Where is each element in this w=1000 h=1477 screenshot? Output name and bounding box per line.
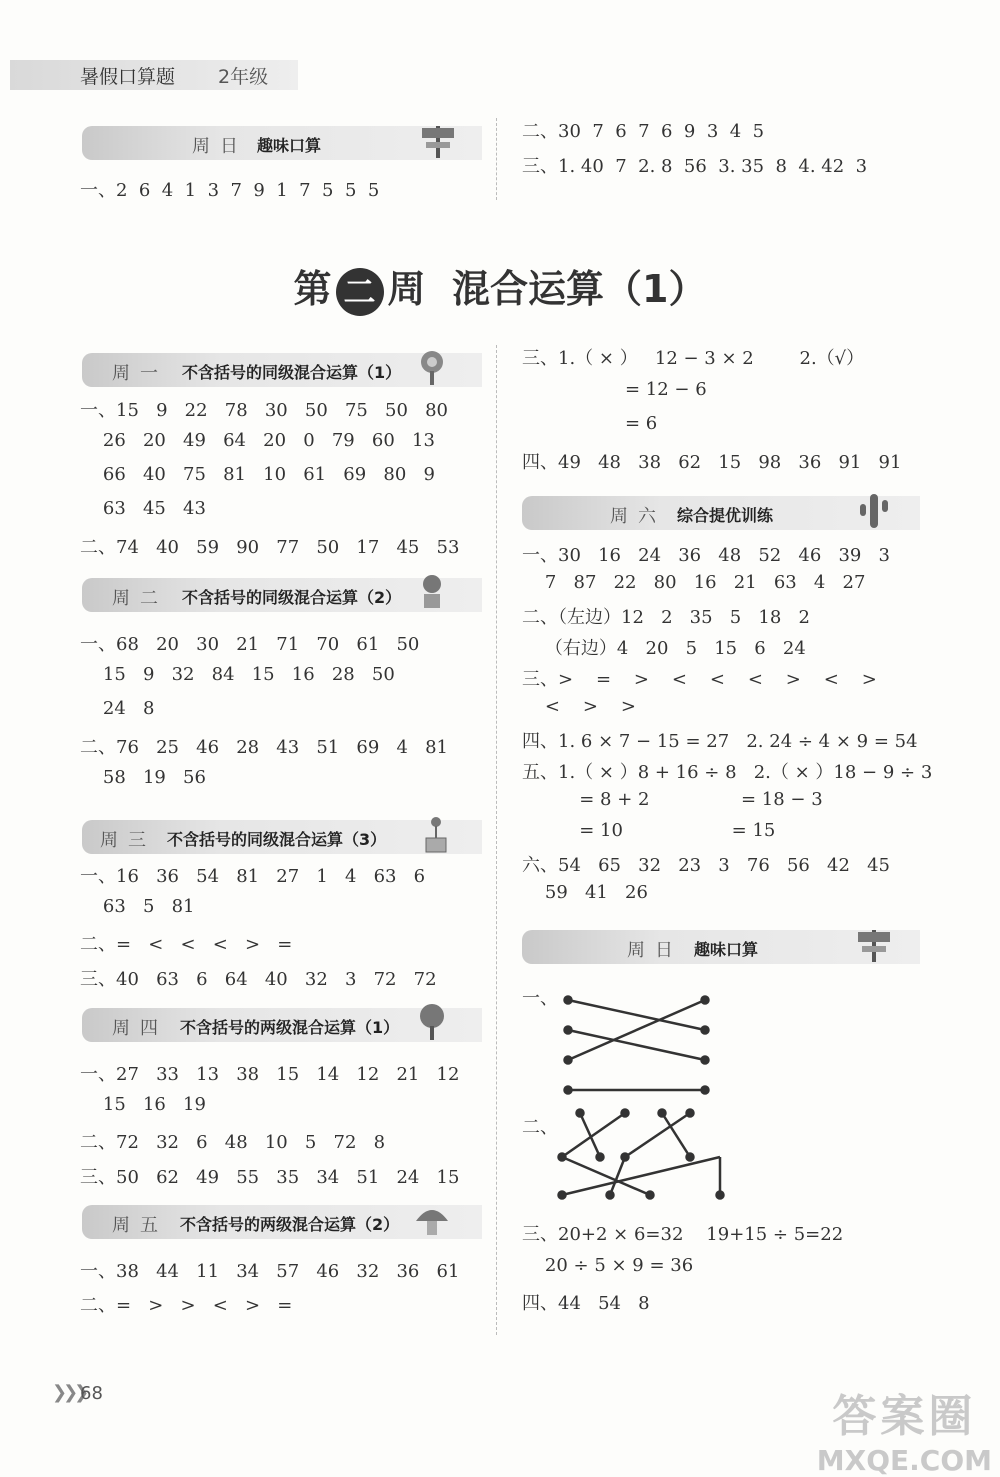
- answer-line: 三、1.（ × ） 12 − 3 × 2 2.（√）: [522, 348, 865, 369]
- answer-line: 三、1. 40 7 2. 8 56 3. 35 8 4. 42 3: [522, 156, 868, 177]
- section-header-friday: [82, 1205, 482, 1239]
- section-header-wednesday: [82, 820, 482, 854]
- matching-lines-diagram-1: [555, 990, 725, 1100]
- answer-line: 三、20+2 × 6=32 19+15 ÷ 5=22: [522, 1224, 844, 1245]
- week-title: [0, 258, 1000, 316]
- section-header-saturday: [522, 496, 920, 530]
- answer-line: 二、76 25 46 28 43 51 69 4 81: [80, 737, 449, 758]
- answer-line: 15 16 19: [80, 1094, 206, 1115]
- page-number: 68: [80, 1383, 103, 1404]
- section-day: 周日: [192, 136, 248, 157]
- item-label: 二、: [522, 1117, 558, 1138]
- answer-line: 58 19 56: [80, 767, 206, 788]
- item-label: 一、: [522, 988, 558, 1009]
- answer-line: 一、38 44 11 34 57 46 32 36 61: [80, 1261, 460, 1282]
- week-suffix: 周: [387, 267, 426, 311]
- answer-line: 63 45 43: [80, 498, 206, 519]
- answer-line: 20 ÷ 5 × 9 = 36: [522, 1255, 694, 1276]
- mushroom-icon: [412, 1199, 452, 1239]
- answer-line: 一、30 16 24 36 48 52 46 39 3: [522, 545, 891, 566]
- cactus-icon: [854, 490, 894, 530]
- answer-line: 四、49 48 38 62 15 98 36 91 91: [522, 452, 902, 473]
- week-topic: 混合运算（1）: [452, 267, 707, 311]
- answer-line: = 10 = 15: [522, 820, 776, 841]
- answer-line: 二、72 32 6 48 10 5 72 8: [80, 1132, 386, 1153]
- section-day: 周二: [112, 588, 168, 609]
- watermark-url: MXQE.COM: [816, 1444, 992, 1477]
- section-title: 综合提优训练: [677, 506, 774, 525]
- answer-line: 三、50 62 49 55 35 34 51 24 15: [80, 1167, 460, 1188]
- answer-line: 一、27 33 13 38 15 14 12 21 12: [80, 1064, 460, 1085]
- answer-line: 五、1.（ × ）8 + 16 ÷ 8 2.（ × ）18 − 9 ÷ 3: [522, 762, 933, 783]
- section-header-thursday: [82, 1008, 482, 1042]
- answer-line: 二、= < < < > =: [80, 934, 293, 955]
- answer-line: 7 87 22 80 16 21 63 4 27: [522, 572, 866, 593]
- plant-pot-icon: [416, 814, 456, 854]
- answer-line: 24 8: [80, 698, 155, 719]
- section-day: 周六: [610, 506, 666, 527]
- section-day: 周一: [112, 363, 168, 384]
- answer-line: = 6: [522, 413, 658, 434]
- section-title: 趣味口算: [257, 136, 322, 155]
- answer-line: 一、2 6 4 1 3 7 9 1 7 5 5 5: [80, 180, 380, 201]
- column-divider: [496, 345, 497, 1335]
- answer-line: 四、44 54 8: [522, 1293, 650, 1314]
- flower-icon: [412, 347, 452, 387]
- answer-line: 一、68 20 30 21 71 70 61 50: [80, 634, 420, 655]
- answer-line: 59 41 26: [522, 882, 648, 903]
- signpost-icon: [418, 120, 458, 160]
- signpost-icon: [854, 924, 894, 964]
- answer-line: 三、> = > < < < > < >: [522, 669, 877, 690]
- section-title: 不含括号的同级混合运算（1）: [182, 363, 402, 382]
- answer-line: 15 9 32 84 15 16 28 50: [80, 664, 395, 685]
- answer-line: 一、15 9 22 78 30 50 75 50 80: [80, 400, 449, 421]
- answer-line: 四、1. 6 × 7 − 15 = 27 2. 24 ÷ 4 × 9 = 54: [522, 731, 918, 752]
- answer-line: 26 20 49 64 20 0 79 60 13: [80, 430, 435, 451]
- watermark-logo: 答案圈: [832, 1391, 977, 1442]
- answer-line: 二、74 40 59 90 77 50 17 45 53: [80, 537, 460, 558]
- section-day: 周三: [100, 830, 156, 851]
- answer-line: 六、54 65 32 23 3 76 56 42 45: [522, 855, 891, 876]
- section-header-sunday: [522, 930, 920, 964]
- week-number-badge: 二: [336, 268, 384, 316]
- answer-line: 二、= > > < > =: [80, 1295, 293, 1316]
- answer-line: 63 5 81: [80, 896, 195, 917]
- column-divider: [496, 118, 497, 200]
- section-header-monday: [82, 353, 482, 387]
- tree-icon: [412, 1002, 452, 1042]
- chevron-right-icon: ❯❯❯: [52, 1382, 86, 1403]
- section-header-tuesday: [82, 578, 482, 612]
- watermark: [817, 1380, 992, 1477]
- section-title: 不含括号的两级混合运算（1）: [180, 1018, 400, 1037]
- answer-line: = 12 − 6: [522, 379, 707, 400]
- answer-line: 66 40 75 81 10 61 69 80 9: [80, 464, 435, 485]
- answer-line: 二、（左边）12 2 35 5 18 2: [522, 607, 810, 628]
- section-day: 周五: [112, 1215, 168, 1236]
- section-day: 周日: [627, 940, 683, 961]
- answer-line: 三、40 63 6 64 40 32 3 72 72: [80, 969, 437, 990]
- answer-line: （右边）4 20 5 15 6 24: [522, 638, 806, 659]
- section-title: 不含括号的两级混合运算（2）: [180, 1215, 400, 1234]
- section-day: 周四: [112, 1018, 168, 1039]
- answer-line: 一、16 36 54 81 27 1 4 63 6: [80, 866, 426, 887]
- grade-label: 2年级: [218, 66, 269, 88]
- section-title: 趣味口算: [694, 940, 759, 959]
- section-header-sunday-prev: [82, 126, 482, 160]
- week-prefix: 第: [293, 267, 332, 311]
- answer-line: < > >: [522, 696, 636, 717]
- answer-line: = 8 + 2 = 18 − 3: [522, 789, 823, 810]
- matching-lines-diagram-2: [550, 1105, 730, 1205]
- section-title: 不含括号的同级混合运算（3）: [167, 830, 387, 849]
- potted-flower-icon: [412, 572, 452, 612]
- answer-line: 二、30 7 6 7 6 9 3 4 5: [522, 121, 765, 142]
- book-title: 暑假口算题: [80, 66, 176, 88]
- section-title: 不含括号的同级混合运算（2）: [182, 588, 402, 607]
